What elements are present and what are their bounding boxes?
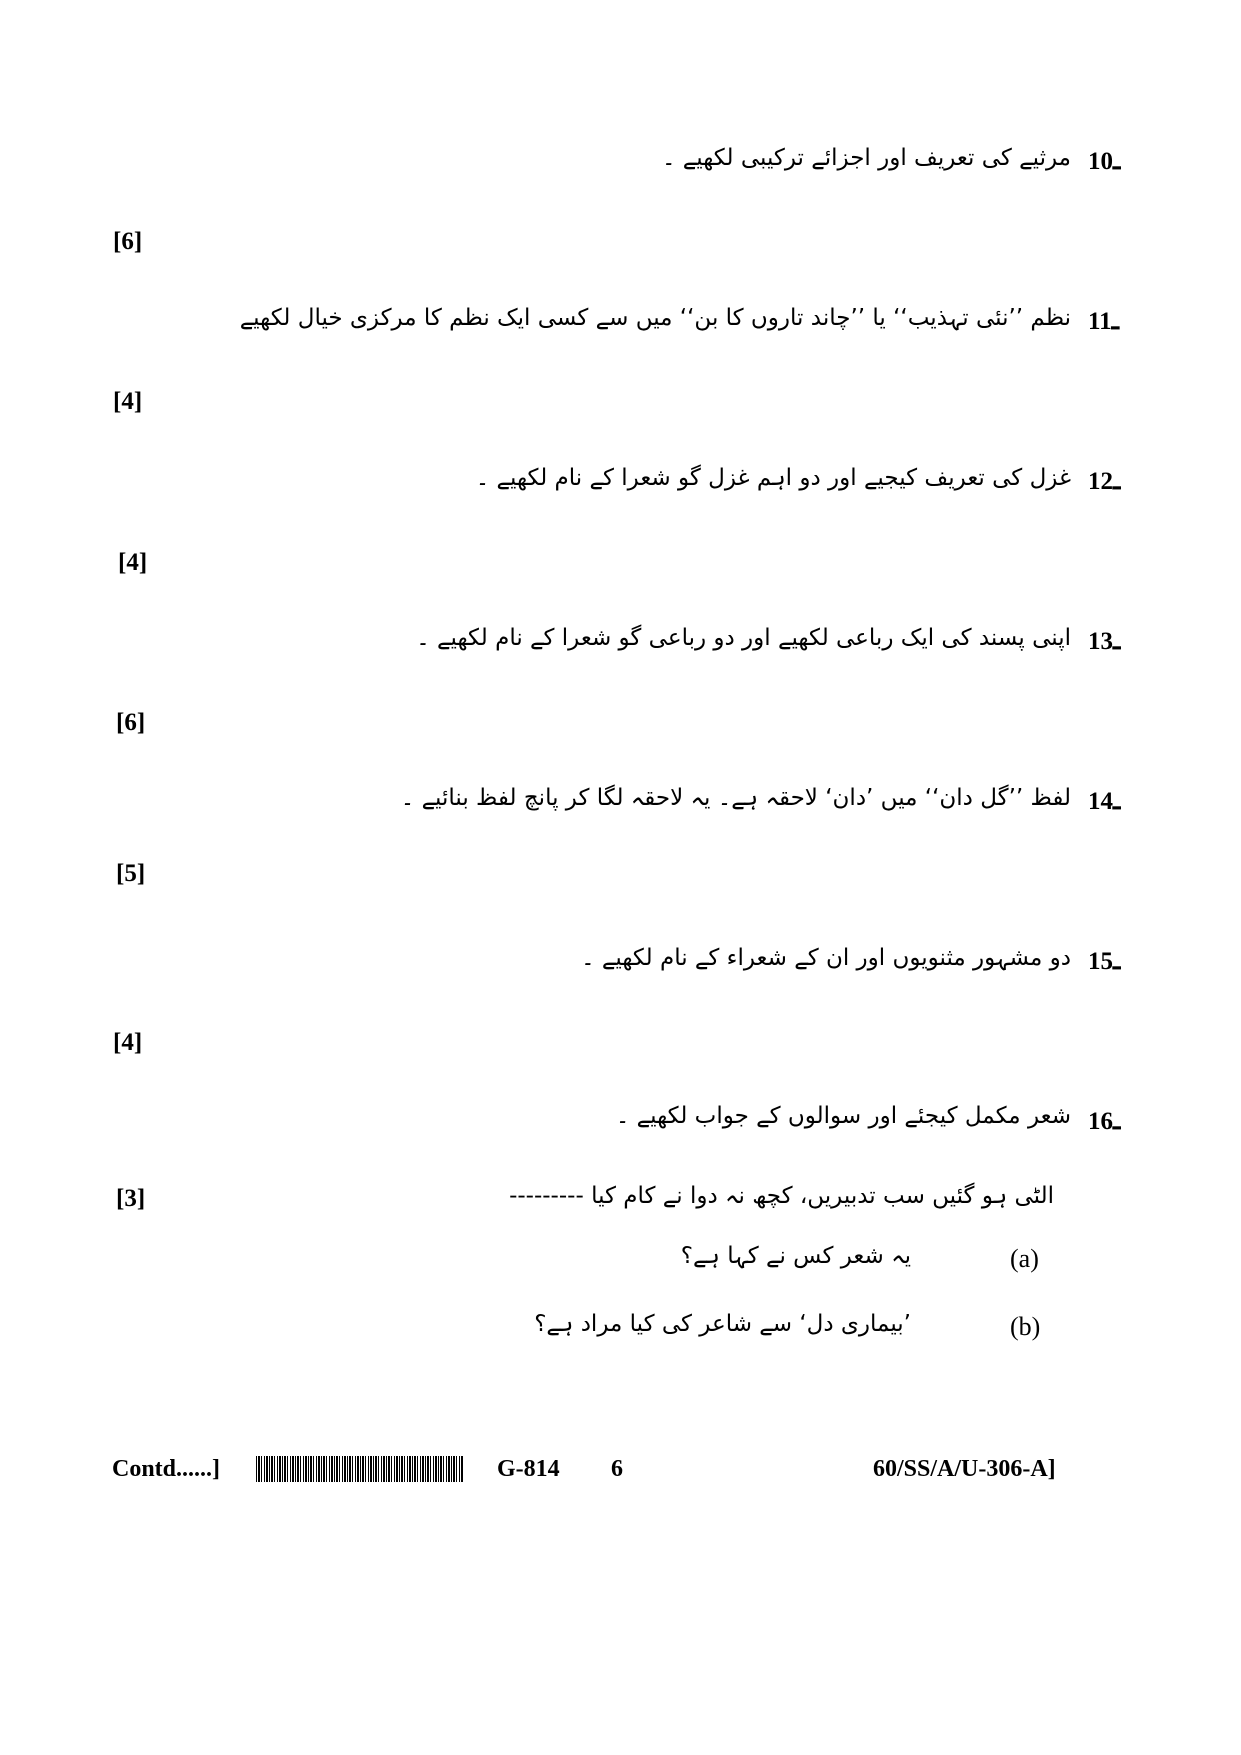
footer-page-number: 6 [611,1456,623,1482]
question-text-13: اپنی پسند کی ایک رباعی لکھیے اور دو رباعی گو شعرا کے نام لکھیے ۔ [416,625,1071,651]
question-number-10: 10ـ [1088,148,1121,175]
barcode [256,1456,464,1482]
marks-q10: [6] [113,228,143,255]
question-text-16: شعر مکمل کیجئے اور سوالوں کے جواب لکھیے ۔ [615,1103,1071,1129]
marks-q12: [4] [118,549,148,576]
question-text-12: غزل کی تعریف کیجیے اور دو اہم غزل گو شعرا کے نام لکھیے ۔ [475,465,1071,491]
question-number-15: 15ـ [1088,948,1121,975]
footer-series-code: 60/SS/A/U-306-A] [873,1456,1056,1482]
marks-q11: [4] [113,388,143,415]
subquestion-text-a: یہ شعر کس نے کہا ہے؟ [680,1243,911,1269]
footer-paper-code: G-814 [497,1456,560,1482]
question-number-16: 16ـ [1088,1108,1121,1135]
marks-q15: [4] [113,1029,143,1056]
footer-contd: Contd......] [112,1456,221,1482]
marks-q14: [5] [116,860,146,887]
question-number-11: 11ـ [1088,308,1119,335]
subquestion-text-b: ’بیماری دل‘ سے شاعر کی کیا مراد ہے؟ [534,1311,911,1337]
question-number-13: 13ـ [1088,628,1121,655]
marks-q13: [6] [116,709,146,736]
marks-q16: [3] [116,1185,146,1212]
subquestion-label-b: (b) [1010,1312,1041,1341]
question-text-11: نظم ’’نئی تہذیب‘‘ یا ’’چاند تاروں کا بن‘‘ میں سے کسی ایک نظم کا مرکزی خیال لکھیے [239,305,1071,331]
subquestion-label-a: (a) [1010,1244,1039,1273]
question-number-14: 14ـ [1088,788,1121,815]
verse-line: الٹی ہو گئیں سب تدبیریں، کچھ نہ دوا نے کام کیا --------- [509,1183,1054,1209]
question-text-14: لفظ ’’گل دان‘‘ میں ’دان‘ لاحقہ ہے۔ یہ لاحقہ لگا کر پانچ لفظ بنائیے ۔ [400,785,1071,811]
question-text-15: دو مشہور مثنویوں اور ان کے شعراء کے نام لکھیے ۔ [581,945,1071,971]
question-number-12: 12ـ [1088,468,1121,495]
question-text-10: مرثیے کی تعریف اور اجزائے ترکیبی لکھیے ۔ [662,145,1071,171]
